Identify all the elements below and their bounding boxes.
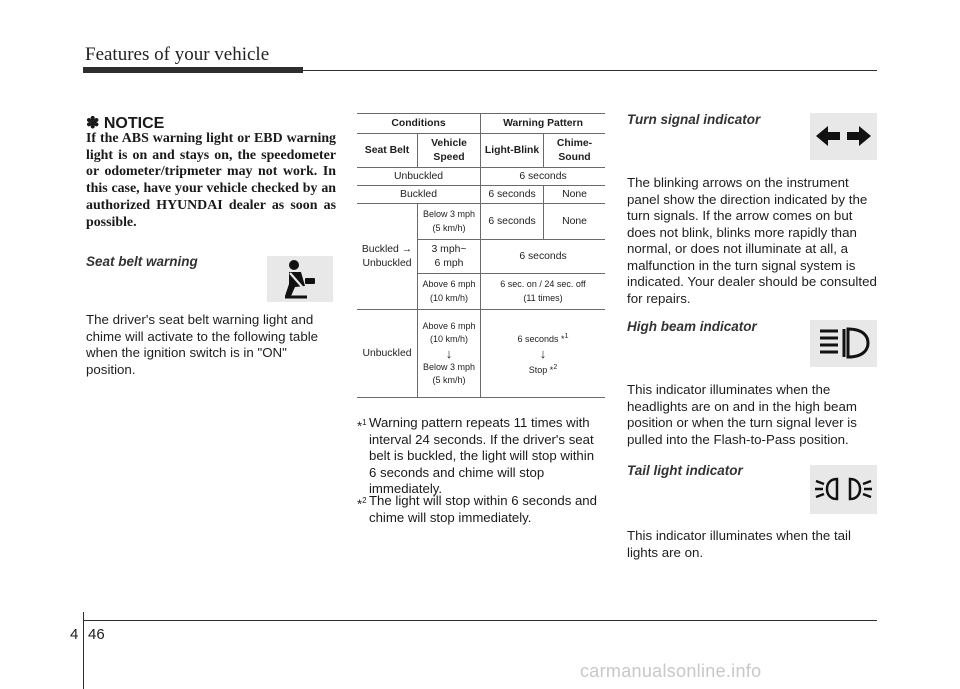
- down-arrow-icon: ↓: [539, 345, 547, 361]
- table-cell-text: Above 6 mph: [422, 279, 476, 289]
- notice-title: ✽ NOTICE: [86, 115, 165, 132]
- footer-divider: [83, 612, 84, 689]
- table-cell-text: Stop *: [528, 364, 554, 375]
- table-cell: 6 seconds: [481, 240, 606, 274]
- table-cell: 6 seconds: [481, 186, 544, 204]
- turn-signal-heading: Turn signal indicator: [627, 112, 761, 127]
- footnote-2: [357, 493, 605, 526]
- seatbelt-heading: Seat belt warning: [86, 254, 198, 269]
- table-cell: [357, 204, 418, 310]
- tail-light-heading: Tail light indicator: [627, 463, 743, 478]
- table-cell-text: (5 km/h): [432, 222, 466, 233]
- table-cell-text: (5 km/h): [432, 375, 466, 385]
- footnote-1: [357, 415, 605, 498]
- table-header-light-blink: Light-Blink: [481, 134, 544, 168]
- table-cell: 6 seconds: [481, 204, 544, 240]
- down-arrow-icon: ↓: [445, 345, 453, 361]
- table-cell-text: Below 3 mph: [422, 361, 476, 372]
- table-header-vehicle-speed: Vehicle Speed: [418, 134, 481, 168]
- page-number: 46: [88, 626, 105, 643]
- table-cell-text: (10 km/h): [429, 292, 468, 303]
- seatbelt-body: The driver's seat belt warning light and chime will activate to the following table when the ignition switch is in "ON" position.: [86, 312, 319, 377]
- table-cell: [418, 274, 481, 310]
- table-cell-text: (11 times): [523, 292, 563, 303]
- page-header-title: Features of your vehicle: [85, 44, 270, 65]
- high-beam-body: This indicator illuminates when the headlights are on and in the high beam position or when the turn signal lever is pulled into the Flash-to-Pass position.: [627, 382, 857, 447]
- table-cell: Buckled: [357, 186, 481, 204]
- table-cell: None: [544, 186, 606, 204]
- footer-rule: [83, 620, 877, 621]
- footnote-ref: 1: [564, 333, 569, 340]
- high-beam-icon: [810, 320, 877, 367]
- table-cell-text: Buckled → Unbuckled: [361, 244, 413, 269]
- table-cell-text: 6 seconds *: [517, 334, 565, 344]
- table-cell-text: 6 sec. on / 24 sec. off: [500, 279, 586, 289]
- watermark: carmanualsonline.info: [580, 661, 762, 681]
- table-header-conditions: Conditions: [357, 114, 481, 134]
- table-header-chime-sound: Chime- Sound: [544, 134, 606, 168]
- turn-signal-body: The blinking arrows on the instrument panel show the direction indicated by the turn signals. If the arrow comes on but does not blink, blinks more rapidly than normal, or does not illuminate at all, a malfunction in the turn signal system is indicated. Your dealer should be consulted for repairs.: [627, 175, 877, 306]
- table-cell: Unbuckled: [357, 168, 481, 186]
- table-cell: Unbuckled: [357, 310, 418, 398]
- table-cell-text: Above 6 mph: [422, 320, 476, 331]
- footnote-number: 1: [362, 418, 367, 427]
- footnote-ref: 2: [553, 363, 558, 371]
- table-cell: None: [544, 204, 606, 240]
- table-header-warning-pattern: Warning Pattern: [481, 114, 606, 134]
- tail-light-body: This indicator illuminates when the tail lights are on.: [627, 528, 851, 560]
- footnote-number: 2: [362, 496, 367, 505]
- table-cell-text: 3 mph~: [431, 244, 467, 255]
- footnote-text: The light will stop within 6 seconds and chime will stop immediately.: [369, 493, 597, 525]
- high-beam-heading: High beam indicator: [627, 319, 757, 334]
- table-cell: [418, 204, 481, 240]
- table-header-seat-belt: Seat Belt: [357, 134, 418, 168]
- tail-light-icon: [810, 465, 877, 514]
- footnote-text: Warning pattern repeats 11 times with interval 24 seconds. If the driver's seat belt is buckled, the light will stop within 6 seconds and chime will stop immediately.: [369, 415, 595, 497]
- table-cell: [418, 240, 481, 274]
- table-cell: [481, 274, 606, 310]
- turn-signal-icon: [810, 113, 877, 160]
- seatbelt-warning-table: [357, 113, 605, 398]
- table-cell-text: (10 km/h): [429, 334, 468, 344]
- table-cell: 6 seconds: [481, 168, 606, 186]
- footnote-marker: *: [357, 496, 363, 512]
- table-cell: [481, 310, 606, 398]
- seatbelt-icon: [267, 256, 333, 302]
- header-rule: [83, 70, 877, 71]
- notice-body: If the ABS warning light or EBD warning light is on and stays on, the speedometer or odometer/tripmeter may not work. In this case, have your vehicle checked by an authorized HYUNDAI dealer as soon as possible.: [86, 131, 336, 230]
- chapter-number: 4: [70, 626, 79, 643]
- footnote-marker: *: [357, 418, 363, 434]
- table-cell-text: 6 mph: [434, 257, 464, 269]
- table-cell-text: Below 3 mph: [422, 209, 476, 219]
- table-cell: [418, 310, 481, 398]
